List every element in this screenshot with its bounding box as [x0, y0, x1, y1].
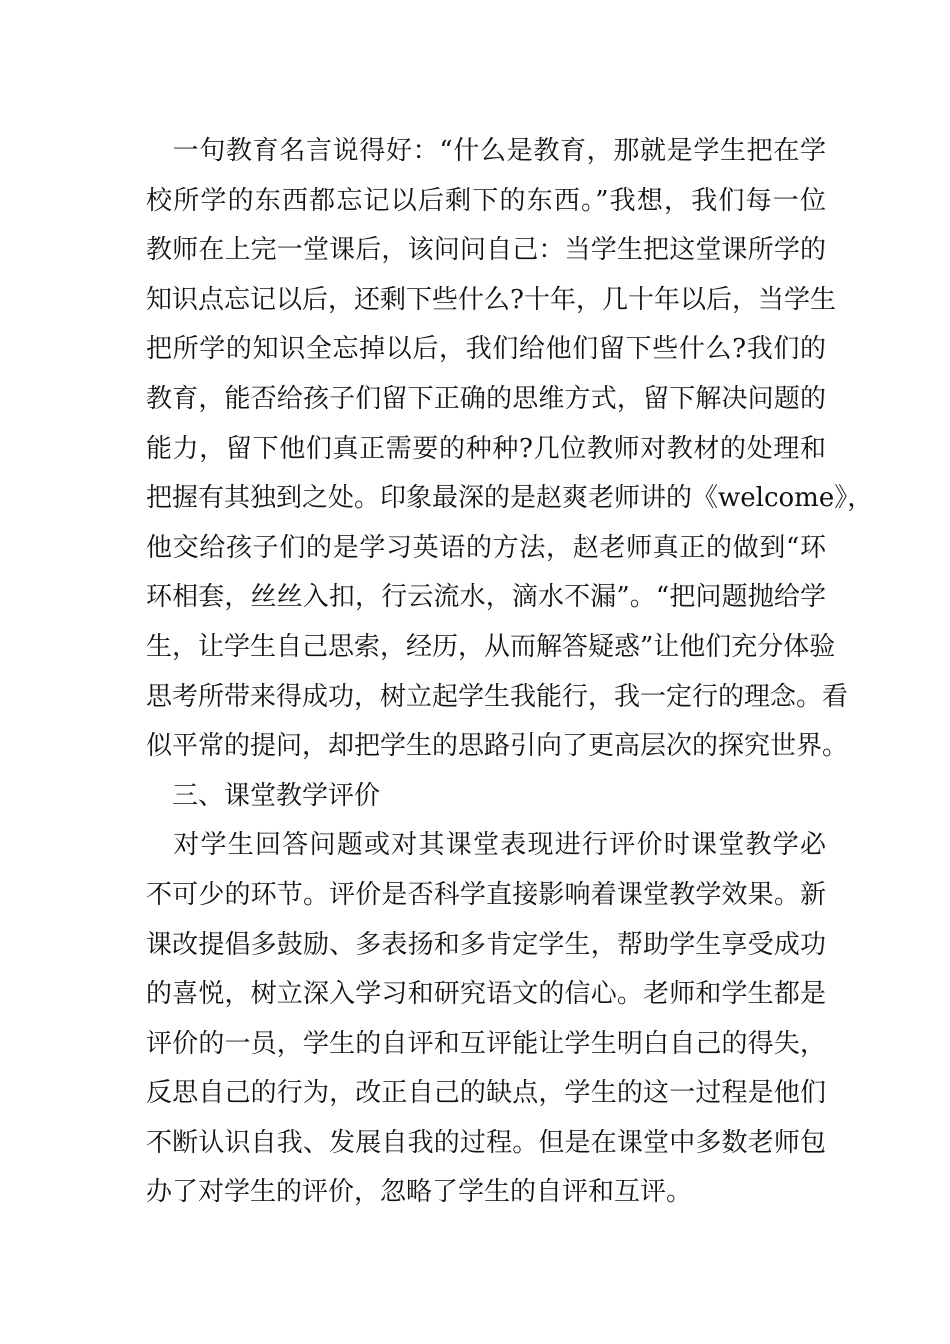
text-line: 知识点忘记以后，还剩下些什么?十年，几十年以后，当学生	[146, 284, 836, 315]
text-line: 把握有其独到之处。印象最深的是赵爽老师讲的《welcome》，	[146, 483, 874, 514]
text-line: 教师在上完一堂课后，该问问自己：当学生把这堂课所学的	[146, 235, 826, 266]
text-line: 似平常的提问，却把学生的思路引向了更高层次的探究世界。	[146, 731, 849, 762]
text-line: 反思自己的行为，改正自己的缺点，学生的这一过程是他们	[146, 1078, 826, 1109]
text-line: 评价的一员，学生的自评和互评能让学生明白自己的得失，	[146, 1028, 826, 1059]
text-line: 对学生回答问题或对其课堂表现进行评价时课堂教学必	[146, 830, 826, 861]
text-line: 办了对学生的评价，忽略了学生的自评和互评。	[146, 1177, 693, 1208]
text-line: 校所学的东西都忘记以后剩下的东西。”我想，我们每一位	[146, 185, 826, 216]
text-line: 的喜悦，树立深入学习和研究语文的信心。老师和学生都是	[146, 979, 826, 1010]
section-heading: 三、课堂教学评价	[146, 780, 381, 811]
text-line: 不断认识自我、发展自我的过程。但是在课堂中多数老师包	[146, 1127, 826, 1158]
text-line: 他交给孩子们的是学习英语的方法，赵老师真正的做到“环	[146, 532, 826, 563]
text-line: 教育，能否给孩子们留下正确的思维方式，留下解决问题的	[146, 383, 826, 414]
text-line: 能力，留下他们真正需要的种种?几位教师对教材的处理和	[146, 433, 826, 464]
text-line: 生，让学生自己思索，经历，从而解答疑惑”让他们充分体验	[146, 631, 836, 662]
text-line: 思考所带来得成功，树立起学生我能行，我一定行的理念。看	[146, 681, 849, 712]
body-text	[146, 127, 874, 1218]
text-line: 环相套，丝丝入扣，行云流水，滴水不漏”。“把问题抛给学	[146, 582, 826, 613]
text-line: 一句教育名言说得好：“什么是教育，那就是学生把在学	[146, 136, 826, 166]
text-line: 课改提倡多鼓励、多表扬和多肯定学生，帮助学生享受成功	[146, 929, 826, 960]
text-line: 把所学的知识全忘掉以后，我们给他们留下些什么?我们的	[146, 334, 826, 365]
text-line: 不可少的环节。评价是否科学直接影响着课堂教学效果。新	[146, 879, 826, 910]
